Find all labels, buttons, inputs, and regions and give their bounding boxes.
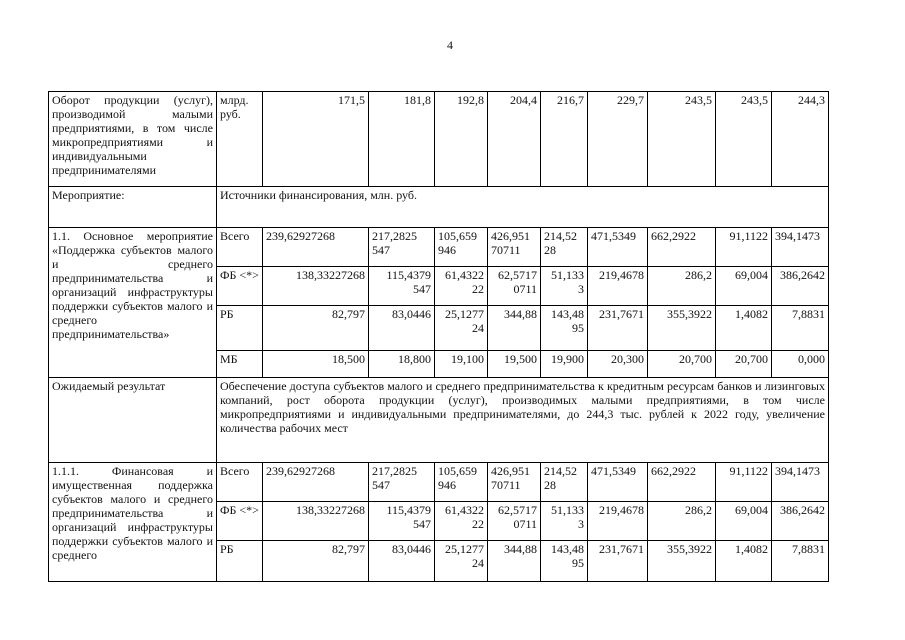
turnover-value: 216,7 [541, 92, 588, 187]
funding-source: ФБ <*> [217, 502, 263, 541]
funding-value: 239,62927268 [263, 228, 369, 267]
funding-value: 83,0446 [369, 306, 435, 351]
funding-value: 69,004 [716, 267, 772, 306]
funding-value: 105,659 946 [435, 463, 488, 502]
funding-value: 1,4082 [716, 541, 772, 582]
funding-value: 51,133 3 [541, 502, 588, 541]
expected-result-label: Ожидаемый результат [49, 378, 217, 463]
turnover-row [49, 92, 829, 187]
funding-value: 82,797 [263, 541, 369, 582]
funding-value: 20,700 [648, 351, 716, 378]
funding-value: 143,48 95 [541, 541, 588, 582]
turnover-value: 171,5 [263, 92, 369, 187]
turnover-value: 243,5 [648, 92, 716, 187]
funding-value: 83,0446 [369, 541, 435, 582]
funding-value: 91,1122 [716, 463, 772, 502]
funding-value: 20,300 [588, 351, 648, 378]
funding-value: 662,2922 [648, 228, 716, 267]
funding-source: РБ [217, 541, 263, 582]
funding-value: 471,5349 [588, 228, 648, 267]
turnover-label: Оборот продукции (услуг), производимой малыми предприятиями, в том числе микропредприятиями и индивидуальными предпринимателями [49, 92, 217, 187]
measure-1-1-1-label: 1.1.1. Финансовая и имущественная поддержка субъектов малого и среднего предпринимательства и организаций инфраструктуры поддержки субъектов малого и среднего [49, 463, 217, 582]
turnover-value: 192,8 [435, 92, 488, 187]
funding-value: 62,5717 0711 [488, 267, 541, 306]
funding-source: ФБ <*> [217, 267, 263, 306]
funding-value: 0,000 [772, 351, 829, 378]
funding-value: 231,7671 [588, 306, 648, 351]
funding-value: 214,52 28 [541, 463, 588, 502]
turnover-value: 244,3 [772, 92, 829, 187]
funding-value: 91,1122 [716, 228, 772, 267]
turnover-value: 181,8 [369, 92, 435, 187]
funding-value: 1,4082 [716, 306, 772, 351]
funding-value: 51,133 3 [541, 267, 588, 306]
funding-value: 18,800 [369, 351, 435, 378]
program-table [48, 91, 829, 582]
measure-1-1-label: 1.1. Основное мероприятие «Поддержка субъектов малого и среднего предпринимательства и организаций инфраструктуры поддержки субъектов малого и среднего предпринимательства» [49, 228, 217, 378]
funding-value: 394,1473 [772, 228, 829, 267]
funding-value: 286,2 [648, 267, 716, 306]
funding-value: 82,797 [263, 306, 369, 351]
measure-header-row [49, 187, 829, 228]
funding-value: 115,4379 547 [369, 502, 435, 541]
funding-row [49, 463, 829, 502]
page-number: 4 [447, 38, 453, 52]
funding-value: 286,2 [648, 502, 716, 541]
funding-value: 231,7671 [588, 541, 648, 582]
funding-value: 19,500 [488, 351, 541, 378]
funding-value: 219,4678 [588, 502, 648, 541]
funding-value: 386,2642 [772, 267, 829, 306]
funding-value: 138,33227268 [263, 502, 369, 541]
turnover-value: 204,4 [488, 92, 541, 187]
funding-value: 662,2922 [648, 463, 716, 502]
funding-value: 471,5349 [588, 463, 648, 502]
funding-value: 61,4322 22 [435, 502, 488, 541]
funding-value: 61,4322 22 [435, 267, 488, 306]
turnover-value: 243,5 [716, 92, 772, 187]
expected-result-row [49, 378, 829, 463]
funding-value: 115,4379 547 [369, 267, 435, 306]
funding-value: 19,900 [541, 351, 588, 378]
turnover-value: 229,7 [588, 92, 648, 187]
turnover-unit: млрд. руб. [217, 92, 263, 187]
funding-value: 239,62927268 [263, 463, 369, 502]
funding-value: 138,33227268 [263, 267, 369, 306]
funding-row [49, 228, 829, 267]
funding-value: 20,700 [716, 351, 772, 378]
funding-sources-header: Источники финансирования, млн. руб. [217, 187, 829, 228]
funding-value: 7,8831 [772, 306, 829, 351]
funding-value: 355,3922 [648, 306, 716, 351]
funding-value: 344,88 [488, 541, 541, 582]
funding-value: 105,659 946 [435, 228, 488, 267]
funding-value: 386,2642 [772, 502, 829, 541]
funding-value: 19,100 [435, 351, 488, 378]
funding-value: 426,951 70711 [488, 228, 541, 267]
funding-value: 7,8831 [772, 541, 829, 582]
funding-value: 344,88 [488, 306, 541, 351]
funding-source: Всего [217, 228, 263, 267]
measure-header-label: Мероприятие: [49, 187, 217, 228]
funding-value: 394,1473 [772, 463, 829, 502]
funding-value: 18,500 [263, 351, 369, 378]
funding-value: 25,1277 24 [435, 541, 488, 582]
funding-value: 219,4678 [588, 267, 648, 306]
funding-value: 426,951 70711 [488, 463, 541, 502]
expected-result-text: Обеспечение доступа субъектов малого и среднего предпринимательства к кредитным ресурсам банков и лизинговых компаний, рост оборота продукции (услуг), производимых малыми предприятиями, в том числе микропредприятиями и индивидуальными предпринимателями, до 244,3 тыс. рублей к 2022 году, увеличение количества рабочих мест [217, 378, 829, 463]
funding-source: РБ [217, 306, 263, 351]
funding-source: МБ [217, 351, 263, 378]
funding-value: 25,1277 24 [435, 306, 488, 351]
funding-value: 143,48 95 [541, 306, 588, 351]
funding-value: 355,3922 [648, 541, 716, 582]
funding-value: 217,2825 547 [369, 228, 435, 267]
funding-value: 214,52 28 [541, 228, 588, 267]
funding-value: 62,5717 0711 [488, 502, 541, 541]
funding-value: 69,004 [716, 502, 772, 541]
funding-value: 217,2825 547 [369, 463, 435, 502]
funding-source: Всего [217, 463, 263, 502]
